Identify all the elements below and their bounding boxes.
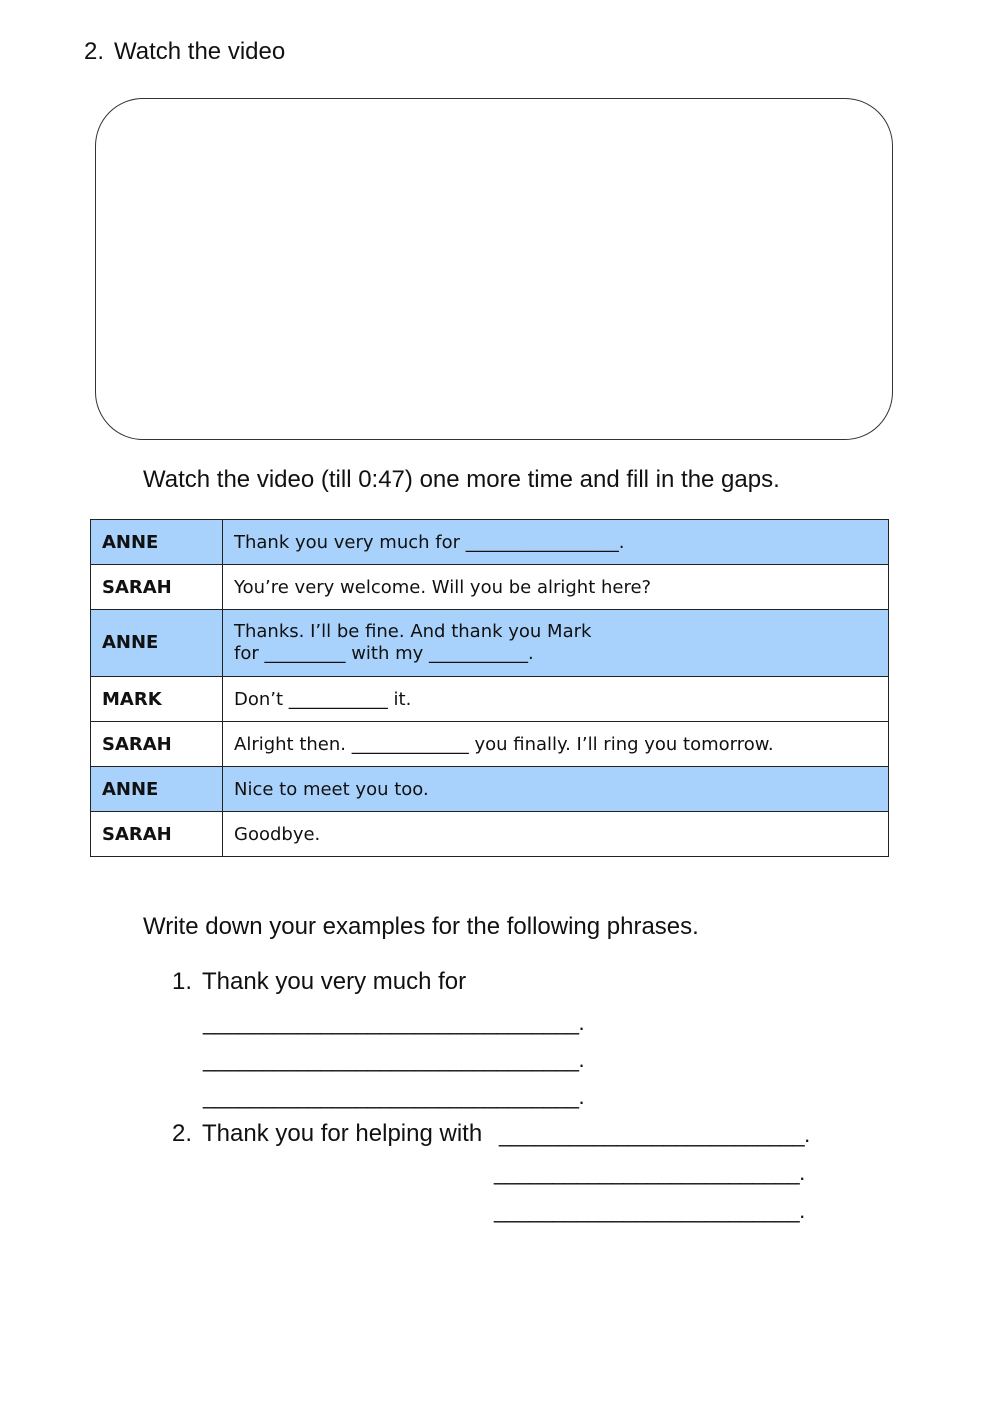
video-placeholder[interactable] [95, 98, 893, 440]
example-item [172, 1120, 482, 1148]
answer-blank[interactable]: __________________________. [494, 1198, 805, 1223]
answer-blank[interactable]: __________________________. [494, 1160, 805, 1185]
example-number: 1. [172, 968, 193, 995]
table-row [91, 677, 889, 722]
dialog-line[interactable]: Alright then. _____________ you finally. I’ll ring you tomorrow. [223, 722, 889, 767]
table-row [91, 610, 889, 677]
speaker-name: ANNE [91, 610, 223, 677]
speaker-name: SARAH [91, 722, 223, 767]
dialog-line[interactable]: Don’t ___________ it. [223, 677, 889, 722]
speaker-name: SARAH [91, 812, 223, 857]
answer-blank[interactable]: __________________________. [499, 1122, 810, 1147]
table-row [91, 812, 889, 857]
speaker-name: SARAH [91, 565, 223, 610]
answer-blank[interactable]: ________________________________. [203, 1010, 585, 1035]
example-item [172, 968, 466, 996]
section-title [84, 38, 285, 66]
dialog-line[interactable]: Thank you very much for _________________. [223, 520, 889, 565]
example-phrase: Thank you very much for [202, 968, 467, 995]
answer-blank[interactable]: ________________________________. [203, 1047, 585, 1072]
dialog-line-part1: Thanks. I’ll be fine. And thank you Mark [234, 621, 592, 642]
table-row [91, 565, 889, 610]
dialog-line[interactable] [223, 610, 889, 677]
dialog-line: Goodbye. [223, 812, 889, 857]
table-row [91, 722, 889, 767]
table-row [91, 767, 889, 812]
gap-fill-instruction: Watch the video (till 0:47) one more time and fill in the gaps. [143, 466, 780, 493]
examples-instruction: Write down your examples for the following phrases. [143, 913, 699, 940]
dialog-line: Nice to meet you too. [223, 767, 889, 812]
dialog-table [90, 519, 889, 857]
dialog-line-part2[interactable]: for _________ with my ___________. [234, 643, 534, 664]
speaker-name: MARK [91, 677, 223, 722]
speaker-name: ANNE [91, 767, 223, 812]
speaker-name: ANNE [91, 520, 223, 565]
example-phrase: Thank you for helping with [202, 1120, 483, 1147]
example-number: 2. [172, 1120, 193, 1147]
dialog-line: You’re very welcome. Will you be alright here? [223, 565, 889, 610]
section-number: 2. [84, 38, 105, 65]
section-title-text: Watch the video [114, 38, 286, 65]
table-row [91, 520, 889, 565]
answer-blank[interactable]: ________________________________. [203, 1084, 585, 1109]
